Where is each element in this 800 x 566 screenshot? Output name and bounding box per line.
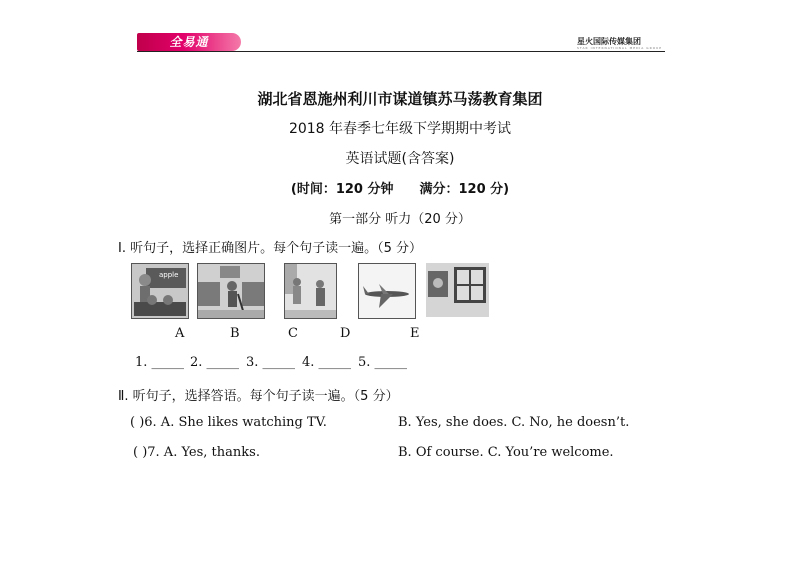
- answer-blank-1[interactable]: 1. _____: [135, 355, 185, 370]
- part-heading: 第一部分 听力（20 分）: [329, 212, 471, 227]
- question-7-options-bc: B. Of course. C. You’re welcome.: [398, 445, 614, 460]
- picture-airplane: [358, 263, 416, 319]
- question-6-options-bc: B. Yes, she does. C. No, he doesn’t.: [398, 415, 630, 430]
- question-7-option-a: ( )7. A. Yes, thanks.: [133, 445, 260, 460]
- picture-window: [426, 263, 489, 317]
- header-divider: [137, 51, 665, 52]
- picture-label-e: E: [410, 326, 420, 341]
- answer-blank-3[interactable]: 3. _____: [246, 355, 296, 370]
- picture-cd: [284, 263, 337, 319]
- apple-label: apple: [159, 271, 179, 279]
- exam-title: 2018 年春季七年级下学期期中考试: [288, 121, 512, 137]
- question-6-option-a: ( )6. A. She likes watching TV.: [130, 415, 327, 430]
- subject-title: 英语试题(含答案): [345, 151, 455, 167]
- answer-blank-5[interactable]: 5. _____: [358, 355, 408, 370]
- exam-info: (时间：120 分钟 满分：120 分): [290, 182, 510, 197]
- brand-logo: 全易通: [137, 33, 241, 51]
- picture-a: [131, 263, 189, 319]
- answer-blank-4[interactable]: 4. _____: [302, 355, 352, 370]
- section2-heading: Ⅱ. 听句子，选择答语。每个句子读一遍。（5 分）: [118, 389, 399, 404]
- section1-heading: Ⅰ. 听句子，选择正确图片。每个句子读一遍。（5 分）: [118, 241, 423, 256]
- publisher-name: 星火国际传媒集团: [577, 37, 641, 46]
- picture-label-d: D: [340, 326, 351, 341]
- publisher-subtitle: STAR INTERNATIONAL MEDIA GROUP: [577, 46, 663, 50]
- picture-b: [197, 263, 265, 319]
- answer-blank-2[interactable]: 2. _____: [190, 355, 240, 370]
- picture-label-c: C: [288, 326, 298, 341]
- picture-label-b: B: [230, 326, 240, 341]
- school-title: 湖北省恩施州利川市谋道镇苏马荡教育集团: [257, 90, 543, 108]
- picture-label-a: A: [175, 326, 185, 341]
